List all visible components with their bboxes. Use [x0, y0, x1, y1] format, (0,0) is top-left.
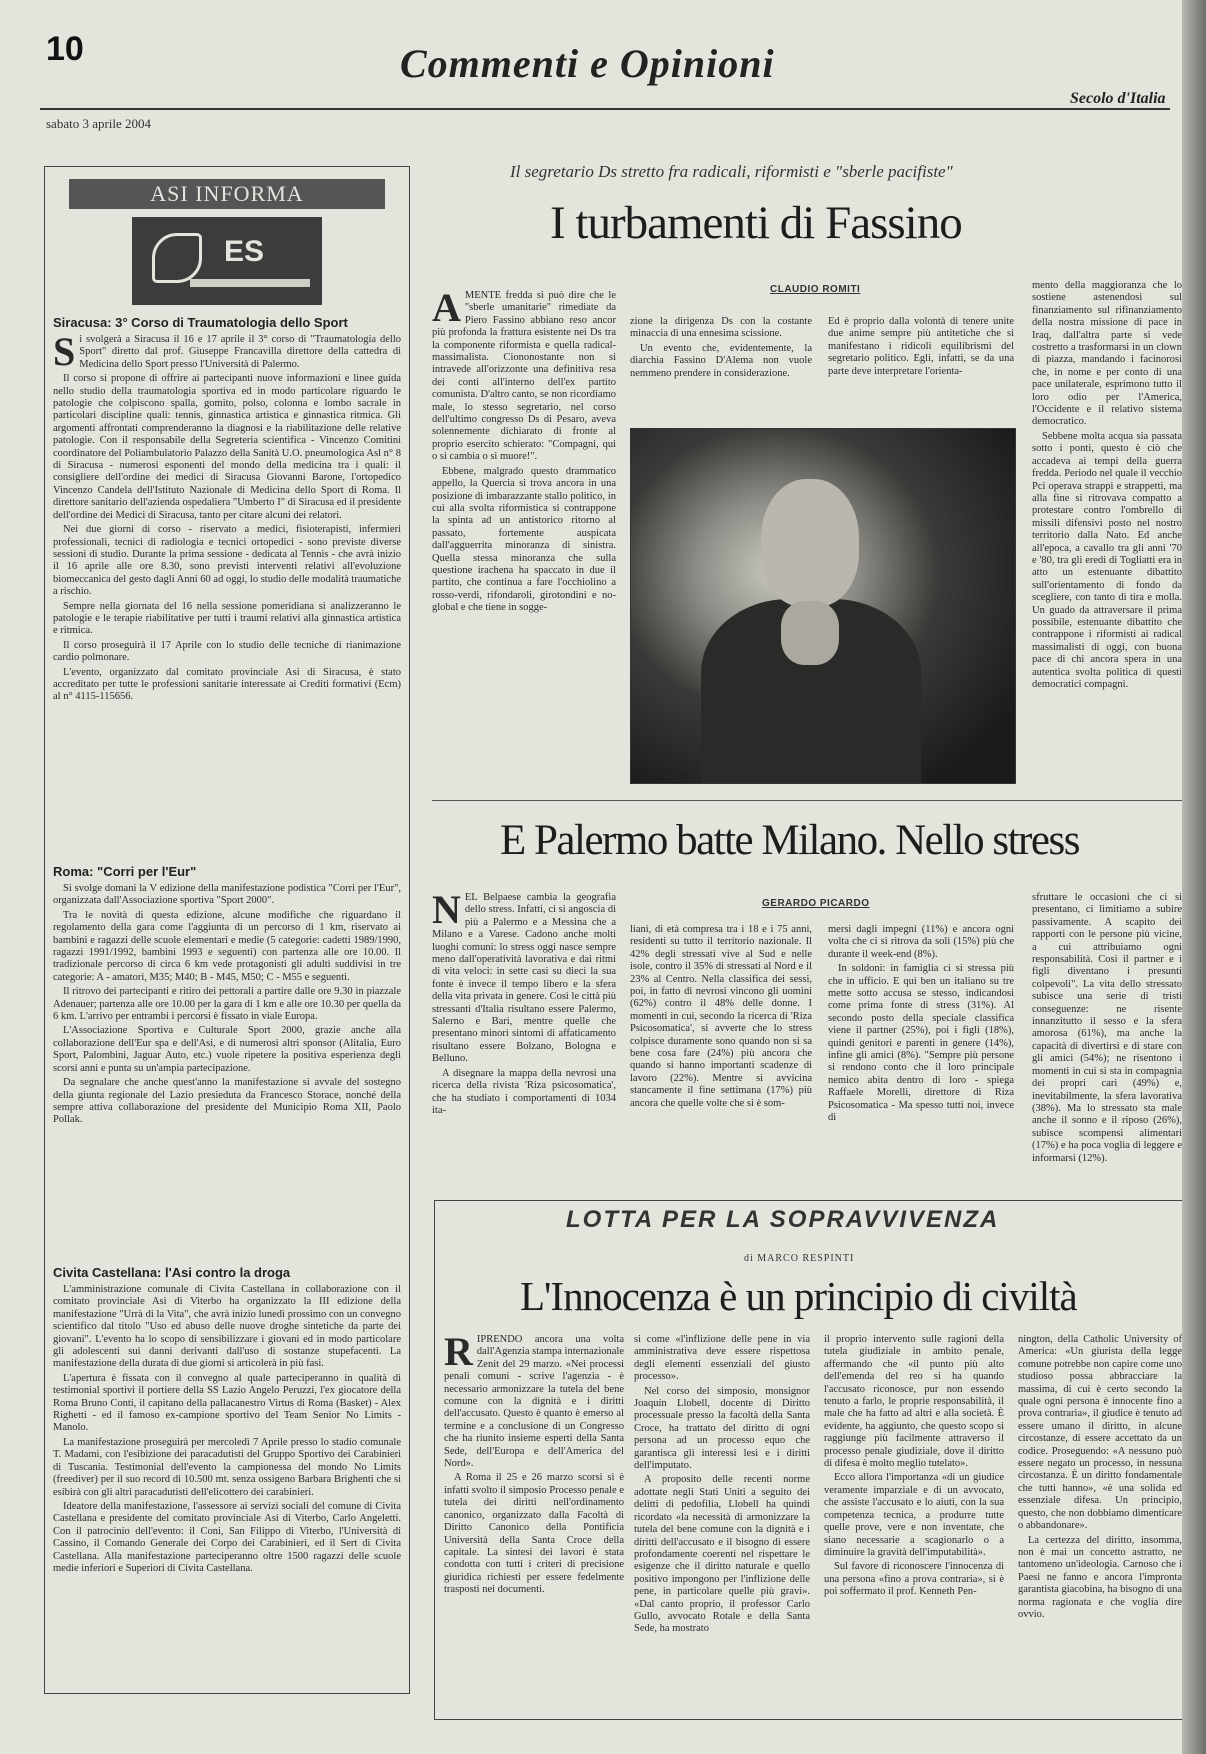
paragraph: Da segnalare che anche quest'anno la manifestazione si avvale del sostegno della giunta regionale del Lazio presieduta da Francesco Storace, nonché della sempre attiva collaborazione del presidente del Municipio Roma XII, Paolo Pollak. — [53, 1077, 401, 1126]
article-byline: CLAUDIO ROMITI — [770, 284, 861, 295]
paragraph: Un evento che, evidentemente, la diarchia Fassino D'Alema non vuole nemmeno prendere in considerazione. — [630, 342, 812, 379]
paragraph: Ed è proprio dalla volontà di tenere unite due anime sempre più antitetiche che si manifestano i ridicoli equilibrismi del segretario politico. Egli, infatti, se da una parte deve interpretare l'orienta- — [828, 316, 1014, 377]
paragraph: L'evento, organizzato dal comitato provinciale Asi di Siracusa, è stato accreditato per tutte le professioni sanitarie interessate ai Crediti formativi (Ecm) al n° 4115-115656. — [53, 666, 401, 703]
article-kicker: LOTTA PER LA SOPRAVVIVENZA — [566, 1206, 1000, 1233]
dropcap: R — [444, 1334, 473, 1374]
asi-logo-letters: ES — [224, 235, 265, 268]
paragraph: nington, della Catholic University of America: «Un giurista della legge comune potrebbe non capire come uno studioso possa abbracciare la massima, di cui è certo secondo la quale ogni persona è innocente fino a prova contraria», il giudice è tenuto ad essere umano il diritto, in alcune circostanze, di essere accettato da un codice. Proseguendo: «A nessuno può essere negato un processo, in nessuna circostanza. È un diritto fondamentale che tutti hanno», «è una solida ed essenziale difesa. Un principio, questo, che non dobbiamo dimenticare o abbandonare». — [1018, 1334, 1182, 1532]
paragraph: Si svolgerà a Siracusa il 16 e 17 aprile il 3° corso di "Traumatologia dello Sport" diretto dal prof. Giuseppe Francavilla direttore della cattedra di Medicina dello Sport presso l'Università di Palermo. — [53, 334, 401, 374]
asi-logo-bar — [190, 279, 310, 287]
asi-logo — [132, 217, 322, 305]
fassino-photo — [630, 428, 1016, 784]
asi-informa-sidebar — [44, 166, 410, 1694]
paragraph: Ebbene, malgrado questo drammatico appello, la Quercia si trova ancora in una posizione di imbarazzante stallo politico, in cui alla svolta riformistica si contrappone la spinta ad un antistorico ritorno al passato, fortemente auspicata dall'agguerrita minoranza di sinistra. Quella stessa minoranza che sulla questione irachena ha spaccato in due il partito, che continua a fare l'occhiolino a rosso-verdi, rifondaroli, girotondini e no-global e che tiene in sogge- — [432, 465, 616, 614]
article-column — [634, 1334, 810, 1710]
article-author: di MARCO RESPINTI — [744, 1253, 855, 1264]
paragraph: Sempre nella giornata del 16 nella sessione pomeridiana si analizzeranno le patologie e le terapie riabilitative per tutti i traumi relativi alla ginnastica artistica e ritmica. — [53, 600, 401, 637]
article-column — [1018, 1334, 1182, 1710]
paragraph: Si svolge domani la V edizione della manifestazione podistica "Corri per l'Eur", organizzata dall'Associazione sportiva "Sport 2000". — [53, 883, 401, 907]
header-rule — [40, 108, 1170, 110]
issue-date: sabato 3 aprile 2004 — [46, 116, 152, 131]
article-column — [630, 316, 812, 424]
paragraph: liani, di età compresa tra i 18 e i 75 anni, residenti su tutto il territorio nazionale. Il 42% degli stressati vive al Sud e nelle isole, contro il 35% di stressati al Nord e il 23% al Centro. Nella classifica dei sessi, poi, in fatto di nevrosi vincono gli uomini (62%) contro il 48% delle donne. I momenti in cui, secondo la ricerca di 'Riza Psicosomatica', si avverte che lo stress colpisce duramente sono quando non si sa bene cosa fare (24%) più ancora che quando si hanno importanti scadenze di lavoro (22%). Mentre si avvicina stancamente il fine settimana (17%) più ancora che quelle volte che si è som- — [630, 924, 812, 1109]
paragraph: Nei due giorni di corso - riservato a medici, fisioterapisti, infermieri professionali, tecnici di radiologia e tecnici ortopedici - sono previste diverse sessioni di studio. Durante la prima sessione - dedicata al Tennis - che avrà inizio il 16 aprile alle ore 8.30, sono previsti interventi relativi all'evoluzione biomeccanica del gesto dagli Anni 60 ad oggi, lo studio delle modalità traumatiche a rischio. — [53, 524, 401, 598]
paragraph: L'Associazione Sportiva e Culturale Sport 2000, grazie anche alla collaborazione dell'Eur spa e dell'Asi, e di numerosi altri sponsor (Alitalia, Euro Sport, Palombini, Jaguar Auto, etc.) vuole ripetere la positiva esperienza degli scorsi anni e punta su un'ampia partecipazione. — [53, 1025, 401, 1074]
paragraph: mersi dagli impegni (11%) e ancora ogni volta che ci si ritrova da soli (15%) più che durante il week-end (8%). — [828, 924, 1014, 960]
article-divider — [432, 800, 1182, 801]
paragraph: Ecco allora l'importanza «di un giudice veramente imparziale e di un avvocato, che assiste l'accusato e lo aiuti, con la sua competenza tecnica, a produrre tutte quelle prove, vere e non inventate, che siano necessarie a scagionarlo o a diminuire la gravità dell'imputabilità». — [824, 1472, 1004, 1558]
photo-caption: Piero Fassino — [630, 768, 692, 779]
article-column — [432, 290, 616, 784]
asi-informa-banner: ASI INFORMA — [69, 179, 385, 209]
article-column — [630, 924, 812, 1188]
dropcap: S — [53, 334, 76, 374]
paragraph: NEL Belpaese cambia la geografia dello stress. Infatti, ci si angoscia di più a Palermo e a Messina che a Milano e a Varese. Cadono anche molti luoghi comuni: lo stress oggi nasce sempre meno dall'operatività lavorativa e dai ritmi di vita veloci: in sette casi su dieci la sua fonte è invece il tempo libero e la sfera della vita privata in genere. Così le città più stressanti d'Italia risultano essere Palermo, Salerno e Bari, mentre quelle che presentano minori sintomi di affaticamento risultano essere Bolzano, Bologna e Belluno. — [432, 892, 616, 1065]
page-edge-shadow — [1182, 0, 1206, 1754]
masthead-logo: Secolo d'Italia — [1070, 90, 1166, 107]
paragraph: Ideatore della manifestazione, l'assessore ai servizi sociali del comune di Civita Castellana e presidente del comitato provinciale Asi di Viterbo, Carlo Angeletti. Con il patrocinio dell'evento: il Coni, San Filippo di Viterbo, l'Università di Cassino, il Comando Generale dei Corpo dei Carabinieri, ed il Sert di Civita Castellana. Alla manifestazione parteciperanno oltre 1500 ragazzi delle scuole medie inferiori e Superiori di Civita Castellana. — [53, 1500, 401, 1574]
article-column — [1032, 892, 1182, 1188]
paragraph: La certezza del diritto, insomma, non è mai un concetto astratto, ne tantomeno un'ideologia. Carnoso che i Paesi ne fanno e ancora l'impronta garantista giacobina, ha bisogno di una norma ragionata e che voglia dire ovvio. — [1018, 1534, 1182, 1620]
sidebar-article-title: Siracusa: 3° Corso di Traumatologia dello Sport — [53, 315, 348, 330]
paragraph: si come «l'inflizione delle pene in via amministrativa deve essere rispettosa degli elementi essenziali del giusto processo». — [634, 1334, 810, 1383]
paragraph: zione la dirigenza Ds con la costante minaccia di una ennesima scissione. — [630, 316, 812, 340]
asi-emblem-icon — [152, 233, 202, 283]
paragraph: In soldoni: in famiglia ci si stressa più che in ufficio. E qui ben un italiano su tre mette sotto accusa se stesso, indicandosi come prima fonte di stress (31%). Al secondo posto della speciale classifica viene il partner (25%), poi i figli (18%), quindi genitori e parenti in genere (14%), infine gli amici (8%). "Sempre più persone si rendono conto che il loro principale nemico abita dentro di loro - spiega Raffaele Morelli, direttore di Riza Psicosomatica - Ma spesso tutti noi, invece di — [828, 963, 1014, 1124]
paragraph: Il ritrovo dei partecipanti e ritiro dei pettorali a partire dalle ore 9.30 in piazzale Adenauer; partenza alle ore 10.00 per la gara di 1 km e alle ore 10.30 per quella da 6 km. L'arrivo per entrambi i percorsi è fissato in viale Europa. — [53, 986, 401, 1023]
sidebar-article-body — [53, 1284, 401, 1694]
paragraph: A proposito delle recenti norme adottate negli Stati Uniti a seguito dei delitti di pedofilia, Llobell ha quindi ricordato «la necessità di armonizzare la tutela del bene comune con la dignità e i diritti dell'accusato e il bisogno di essere profondamente coerenti nel rispettare le esigenze che il diritto naturale e quello positivo impongono per l'inflizione delle pene, in particolare quelle più gravi». «Dal canto proprio, il professor Carlo Gullo, avvocato Rotale e della Santa Sede, ha mostrato — [634, 1474, 810, 1635]
paragraph: Sebbene molta acqua sia passata sotto i ponti, questo è ciò che accadeva ai tempi della guerra fredda. Periodo nel quale il vecchio Pci operava strappi e strappetti, ma alla fine si ritrovava compatto a protestare contro l'ombrello di missili difensivi posto nel nostro territorio dalla Nato. Ed anche all'epoca, a cavallo tra gli anni '70 e '80, tra gli eredi di Togliatti era in atto un estenuante dibattito sull'orientamento di fondo da scegliere, con tanto di tira e molla. Un guado da attraversare il prima possibile, estenuante dibattito che contrappone i riformisti ai radical massimalisti di oggi, con buona pace di chi ancora spera in una autentica svolta politica di questi democratici compagni. — [1032, 430, 1182, 690]
paragraph: sfruttare le occasioni che ci si presentano, ci limitiamo a subire passivamente. A scapito dei rapporti con le persone più vicine, a cui attribuiamo ogni responsabilità. Così il partner e i figli diventano i presunti colpevoli". La vita dello stressato subisce una serie di tristi conseguenze: ne risente innanzitutto il sesso e la sfera amorosa (61%), ma anche la capacità di divertirsi e di stare con gli amici (54%); ne risentono i momenti in cui si sta in compagnia dei propri cari (49%) e, inevitabilmente, la sfera lavorativa (38%). Ma lo stressato sta male anche il sonno e il riposo (26%), subisce scompensi alimentari (17%) e ha poca voglia di leggere e informarsi (12%). — [1032, 892, 1182, 1164]
paragraph: A Roma il 25 e 26 marzo scorsi si è infatti svolto il simposio Processo penale e tutela dei diritti nell'ordinamento canonico, organizzato dalla Facoltà di Diritto Canonico della Pontificia Università della Santa Croce della capitale. La sintesi dei lavori è stata condotta con tutti i criteri di precisione giuridica richiesti per essere fedelmente trasposti nei documenti. — [444, 1472, 624, 1596]
paragraph: L'apertura è fissata con il convegno al quale parteciperanno in qualità di testimonial sportivi il portiere della SS Lazio Angelo Peruzzi, l'ex giocatore della Roma Bruno Conti, il capitano della pallacanestro Virtus di Roma (Basket) - Alex Righetti - ed il famoso ex-campione sportivo del Team Senior No Limits - Manolo. — [53, 1372, 401, 1434]
dropcap: N — [432, 892, 461, 932]
paragraph: il proprio intervento sulle ragioni della tutela giudiziale in ambito penale, affermando che «il punto più alto dell'emenda del reo si ha quando l'accusato riconosce, pur non essendo tenuto a farlo, le proprie responsabilità, il male che ha fatto ad altri e alla società. È evidente, ha aggiunto, che questo scopo si raggiunge più facilmente attraverso il processo penale giudiziale, dove il diritto di difesa è molto meglio tutelato». — [824, 1334, 1004, 1470]
paragraph: Tra le novità di questa edizione, alcune modifiche che riguardano il regolamento della gara come l'aggiunta di un percorso di 1 km, riservato ai bambini e ragazzi delle scuole elementari e medie (5 categorie: cadetti 1989/1990, ragazzi 1991/1992, bambini 1993 e seguenti) con partenza alle ore 10.00. Il tradizionale percorso di circa 6 km vede protagonisti gli adulti suddivisi in tre categorie: A - amatori, M35; M40; B - M45, M50; C - M55 e seguenti. — [53, 909, 401, 983]
paragraph: Il corso proseguirà il 17 Aprile con lo studio delle tecniche di rianimazione cardio polmonare. — [53, 639, 401, 664]
sidebar-article-body — [53, 883, 401, 1255]
paragraph: L'amministrazione comunale di Civita Castellana in collaborazione con il comitato provinciale Asi di Viterbo ha organizzato la III edizione della manifestazione "Urrà di la Vita", che avrà inizio lunedì prossimo con un convegno scientifico dal titolo "Uso ed abuso delle nuove droghe sintetiche da parte dei giovani". L'evento ha lo scopo di sensibilizzare i giovani ed in modo particolare gli adolescenti sui danni derivanti dall'uso di sostanze stupefacenti. La manifestazione della durata di due giorni si articolerà in più fasi. — [53, 1284, 401, 1370]
photo-figure-head — [761, 479, 859, 607]
article-column — [444, 1334, 624, 1710]
article-column — [828, 924, 1014, 1188]
paragraph: mento della maggioranza che lo sostiene astenendosi sul finanziamento sul rifinanziamento della nostra missione di pace in Iraq, dall'altra parte si vede costretto a trasformarsi in un clown di piazza, mandando i facinorosi che, in nome e per conto di una pace unilaterale, esprimono tutto il loro odio per l'America, l'Occidente e il relativo sistema democratico. — [1032, 280, 1182, 428]
paragraph: A disegnare la mappa della nevrosi una ricerca della rivista 'Riza psicosomatica', che ha studiato i comportamenti di 1034 ita- — [432, 1067, 616, 1116]
paragraph: Sul favore di riconoscere l'innocenza di una persona «fino a prova contraria», si è poi soffermato il prof. Kenneth Pen- — [824, 1561, 1004, 1598]
sidebar-article-body — [53, 334, 401, 854]
article-column — [432, 892, 616, 1188]
paragraph: Il corso si propone di offrire ai partecipanti nuove informazioni e linee guida nello studio della traumatologia sportiva ed in modo particolare riguardo le patologie che colpiscono spalla, gomito, polso, colonna e lombo sacrale in particolari discipline quali: tennis, ginnastica artistica e ginnastica ritmica. Gli argomenti affrontati comprenderanno la diagnosi e la riabilitazione delle relative patologie. Con il responsabile della Segreteria scientifica - Vincenzo Comitini coordinatore del Poliambulatorio Palazzo della Sanità U.O. pneumologica Asl n° 8 di Siracusa - numerosi esponenti del mondo della medicina tra i quali: il consigliere dell'ordine dei medici di Siracusa Giovanni Barone, l'ortopedico Vincenzo Candela dell'Istituto Nazionale di Medicina dello Sport di Roma. Il direttore sanitario dell'azienda ospedaliera "Umberto I" di Siracusa ed il presidente dell'ordine dei Medici di Siracusa, tanto per citare alcuni dei relatori. — [53, 373, 401, 521]
page-number: 10 — [46, 30, 84, 68]
paragraph: La manifestazione proseguirà per mercoledì 7 Aprile presso lo stadio comunale T. Madami, con l'esibizione dei paracadutisti del Gruppo Sportivo dei Carabinieri di Tuscania. Testimonial dell'evento la campionessa del mondo No Limits (freediver) per il suo record di 10.500 mt. senza ossigeno Barbara Brighenti che si esibirà con gli altri paracadutisti dell'elicottero dei carabinieri. — [53, 1436, 401, 1498]
article-kicker: Il segretario Ds stretto fra radicali, riformisti e "sberle pacifiste" — [510, 162, 953, 181]
article-headline: E Palermo batte Milano. Nello stress — [500, 817, 1079, 864]
dropcap: A — [432, 290, 461, 330]
photo-figure-hand — [781, 601, 839, 665]
paragraph: AMENTE fredda si può dire che le "sberle umanitarie" rimediate da Piero Fassino abbiano reso ancor più profonda la frattura esistente nei Ds tra la componente riformista e quella radical-massimalista. Ciononostante non si intravede all'orizzonte una definitiva resa dei conti all'interno dell'ex partito comunista. D'altro canto, se non ricordiamo male, lo stesso segretario, nel corso dell'ultimo congresso Ds di Pesaro, aveva solennemente dichiarato di fronte al proprio esercito schierato: "Compagni, qui o si cambia o si muore!". — [432, 290, 616, 463]
sidebar-article-title: Civita Castellana: l'Asi contro la droga — [53, 1265, 291, 1280]
article-column — [824, 1334, 1004, 1710]
paragraph: RIPRENDO ancora una volta dall'Agenzia stampa internazionale Zenit del 29 marzo. «Nei processi penali comuni - scrive l'agenzia - è necessario armonizzare la tutela del bene comune con la dignità e i diritti dell'accusato. Questo è quanto è emerso al termine e a conclusione di un Congresso che ha riunito insieme esperti della Santa Sede, dell'Europa e dell'America del Nord». — [444, 1334, 624, 1470]
sidebar-article-title: Roma: "Corri per l'Eur" — [53, 864, 197, 879]
paragraph: Nel corso del simposio, monsignor Joaquín Llobell, docente di Diritto processuale presso la facoltà della Santa Croce, ha trattato del diritto di ogni persona ad un processo equo che garantisca gli interessi lesi e i diritti dell'imputato. — [634, 1385, 810, 1472]
section-title: Commenti e Opinioni — [400, 41, 775, 86]
article-headline: L'Innocenza è un principio di civiltà — [520, 1273, 1077, 1319]
article-column — [1032, 280, 1182, 780]
article-column — [828, 316, 1014, 424]
article-byline: GERARDO PICARDO — [762, 898, 870, 909]
article-headline: I turbamenti di Fassino — [550, 197, 962, 249]
